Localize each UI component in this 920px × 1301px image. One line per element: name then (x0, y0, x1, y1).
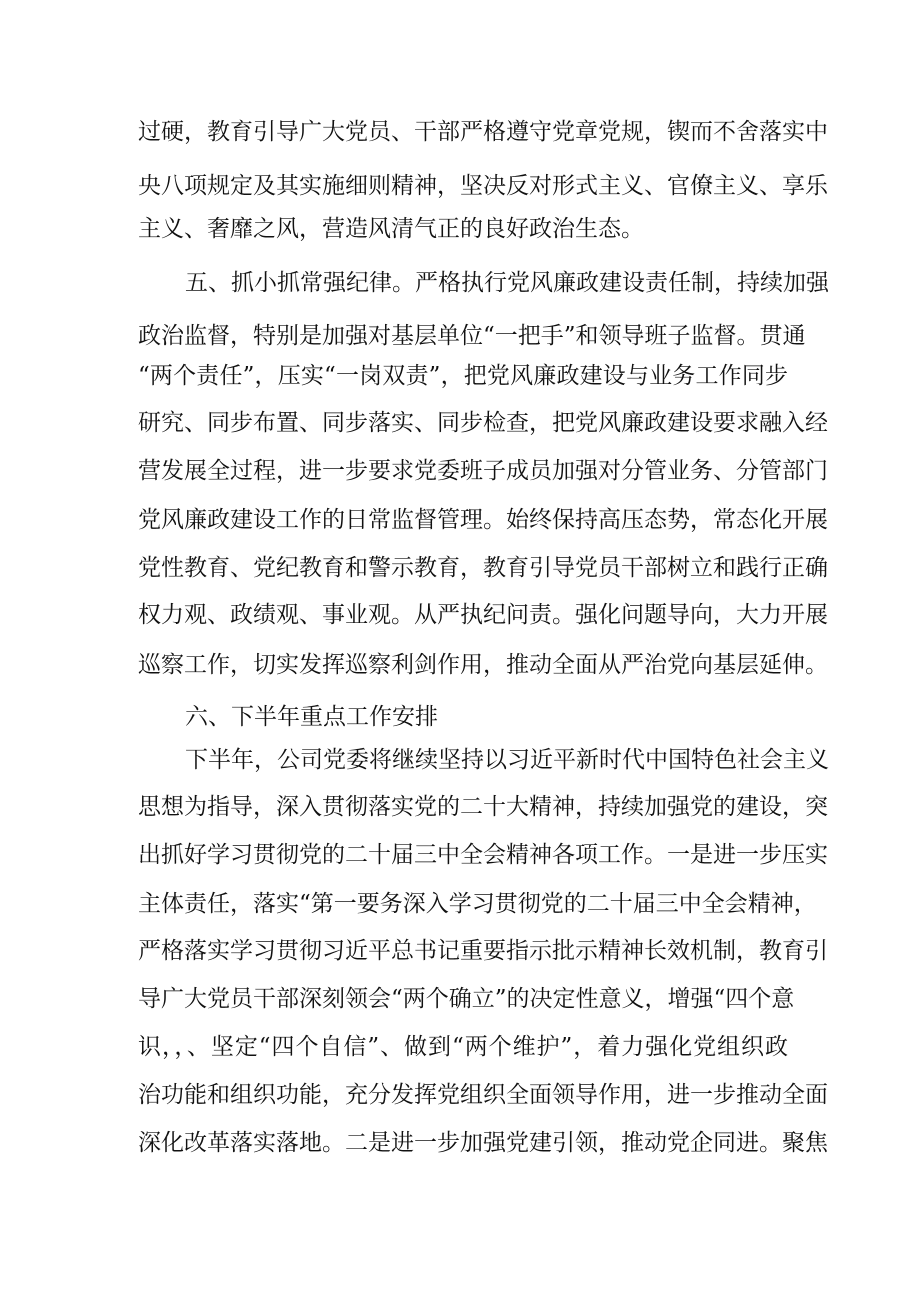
paragraph-line: 思想为指导，深入贯彻落实党的二十大精神，持续加强党的建设，突 (138, 794, 828, 820)
paragraph-line: 研究、同步布置、同步落实、同步检查，把党风廉政建设要求融入经 (138, 410, 828, 436)
paragraph-line: 央八项规定及其实施细则精神，坚决反对形式主义、官僚主义、享乐 (138, 173, 828, 199)
paragraph-line: 治功能和组织功能，充分发挥党组织全面领导作用，进一步推动全面 (138, 1082, 828, 1108)
paragraph-line: 识，，、坚定“四个自信”、做到“两个维护”，着力强化党组织政 (138, 1034, 788, 1060)
paragraph-line: 主体责任，落实“第一要务深入学习贯彻党的二十届三中全会精神， (138, 891, 817, 917)
paragraph-line: 深化改革落实落地。二是进一步加强党建引领，推动党企同进。聚焦 (138, 1130, 828, 1156)
section-heading: 六、下半年重点工作安排 (185, 704, 438, 730)
paragraph-line: 主义、奢靡之风，营造风清气正的良好政治生态。 (138, 216, 644, 242)
paragraph-line: 党风廉政建设工作的日常监督管理。始终保持高压态势，常态化开展 (138, 507, 828, 533)
paragraph-line: “两个责任”，压实“一岗双责”，把党风廉政建设与业务工作同步 (138, 363, 788, 389)
paragraph-line: 党性教育、党纪教育和警示教育，教育引导党员干部树立和践行正确 (138, 555, 828, 581)
paragraph-line: 权力观、政绩观、事业观。从严执纪问责。强化问题导向，大力开展 (138, 602, 828, 628)
paragraph-line: 严格落实学习贯彻习近平总书记重要指示批示精神长效机制，教育引 (138, 938, 828, 964)
paragraph-line: 过硬，教育引导广大党员、干部严格遵守党章党规，锲而不舍落实中 (138, 119, 828, 145)
paragraph-line: 巡察工作，切实发挥巡察利剑作用，推动全面从严治党向基层延伸。 (138, 652, 828, 678)
paragraph-line: 营发展全过程，进一步要求党委班子成员加强对分管业务、分管部门 (138, 458, 828, 484)
paragraph-line: 导广大党员干部深刻领会“两个确立”的决定性意义，增强“四个意 (138, 986, 795, 1012)
paragraph-line: 五、抓小抓常强纪律。严格执行党风廉政建设责任制，持续加强 (185, 270, 829, 296)
paragraph-line: 下半年，公司党委将继续坚持以习近平新时代中国特色社会主义 (185, 747, 829, 773)
paragraph-line: 政治监督，特别是加强对基层单位“一把手”和领导班子监督。贯通 (138, 323, 806, 349)
paragraph-line: 出抓好学习贯彻党的二十届三中全会精神各项工作。一是进一步压实 (138, 842, 828, 868)
